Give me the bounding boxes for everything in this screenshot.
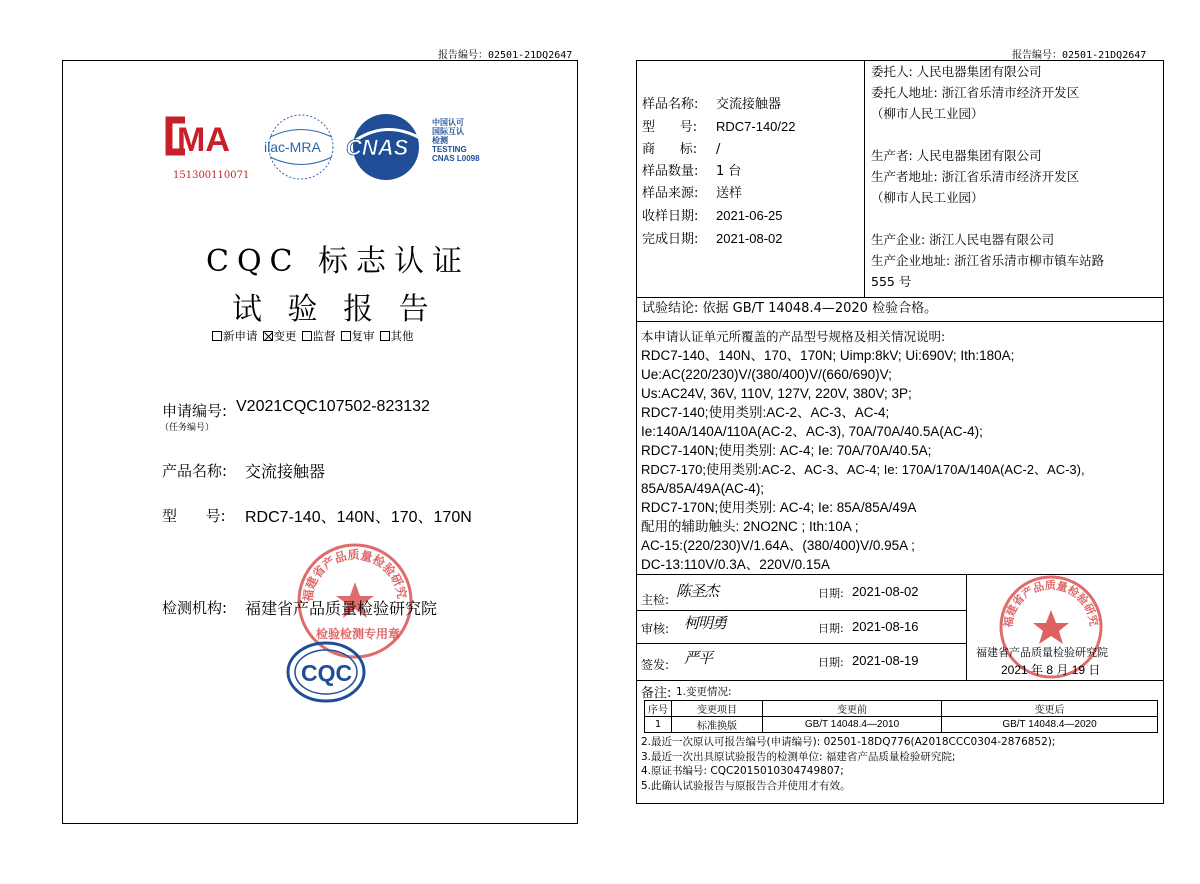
spec-line: DC-13:110V/0.3A、220V/0.15A [641, 557, 830, 572]
sample-row [642, 161, 796, 183]
producer-name: 生产者: 人民电器集团有限公司 [871, 148, 1042, 163]
spec-block [641, 327, 1085, 574]
checkbox-new-box[interactable] [212, 331, 222, 341]
product-name-value: 交流接触器 [245, 462, 326, 481]
producer-address-2: （柳市人民工业园） [871, 190, 984, 205]
checkbox-change-box[interactable] [263, 331, 273, 341]
factory-address-2: 555 号 [871, 274, 912, 289]
spec-line: RDC7-140;使用类别:AC-2、AC-3、AC-4; [641, 405, 890, 420]
ilac-text: ilac-MRA [264, 139, 321, 155]
completed-date-value: 2021-08-02 [716, 231, 783, 246]
cma-logo [163, 112, 255, 184]
cnas-letters: CNAS [346, 135, 409, 160]
spec-line: RDC7-140N;使用类别: AC-4; Ie: 70A/70A/40.5A; [641, 443, 932, 458]
sample-row [642, 94, 796, 116]
note-1: 1.变更情况: [676, 686, 732, 698]
sample-row [642, 116, 796, 139]
title-line-2: 试 验 报 告 [232, 292, 437, 327]
spec-line: Ie:140A/140A/110A(AC-2、AC-3), 70A/70A/40.5A(AC-4); [641, 424, 983, 439]
spec-line: RDC7-170N;使用类别: AC-4; Ie: 85A/85A/49A [641, 500, 917, 515]
cma-letters: MA [177, 121, 230, 159]
sample-brand-value: / [716, 142, 721, 157]
inspector-label: 主检: [641, 593, 670, 607]
ilac-mra-logo [260, 112, 342, 182]
seal-sub-text: 检验检测专用章 [316, 627, 401, 641]
note-5: 5.此确认试验报告与原报告合并使用才有效。 [641, 779, 851, 792]
seal-arc-text: 福建省产品质量检验研究 [300, 547, 410, 603]
checkbox-other[interactable] [380, 328, 414, 344]
checkbox-new-label: 新申请 [223, 329, 258, 343]
row-after: GB/T 14048.4—2020 [942, 717, 1158, 733]
sample-brand-label: 商 标: [642, 142, 698, 157]
sample-qty-value: 1 台 [716, 164, 742, 179]
header-item: 变更项目 [672, 701, 763, 717]
cnas-cn-2: 国际互认 [432, 127, 464, 136]
product-name-label: 产品名称: [162, 462, 228, 480]
row-before: GB/T 14048.4—2010 [763, 717, 942, 733]
factory-address: 生产企业地址: 浙江省乐清市柳市镇车站路 [871, 253, 1105, 268]
spec-line: RDC7-140、140N、170、170N; Uimp:8kV; Ui:690V; Ith:180A; [641, 348, 1015, 363]
app-number-label: 申请编号: [162, 402, 228, 420]
checkbox-other-label: 其他 [390, 329, 414, 343]
cnas-logo [344, 110, 494, 184]
sample-source-label: 样品来源: [642, 186, 699, 201]
checkbox-supervise[interactable] [302, 328, 336, 344]
model-label: 型 号: [162, 507, 226, 525]
table-row [645, 717, 1158, 733]
cqc-logo [284, 640, 368, 704]
spec-line: 配用的辅助触头: 2NO2NC ; Ith:10A ; [641, 519, 859, 534]
note-2: 2.最近一次原认可报告编号(申请编号): 02501-18DQ776(A2018CCC0304-2876852); [641, 736, 1056, 748]
issuer-date-label: 日期: [818, 656, 844, 669]
spec-line: Ue:AC(220/230)V/(380/400)V/(660/690)V; [641, 367, 892, 382]
reviewer-date: 2021-08-16 [852, 619, 919, 634]
change-table [644, 700, 1158, 733]
sample-source-value: 送样 [716, 186, 743, 201]
application-type-checkboxes [212, 328, 414, 344]
spec-line: 85A/85A/49A(AC-4); [641, 481, 765, 496]
test-conclusion: 试验结论: 依据 GB/T 14048.4—2020 检验合格。 [642, 301, 938, 316]
sample-row [642, 183, 796, 205]
lab-value: 福建省产品质量检验研究院 [245, 599, 438, 618]
sample-row [642, 205, 796, 228]
spec-line: 本申请认证单元所覆盖的产品型号规格及相关情况说明: [641, 329, 946, 344]
received-date-label: 收样日期: [642, 209, 699, 224]
issue-date: 2021 年 8 月 19 日 [1001, 663, 1101, 677]
issuer-date: 2021-08-19 [852, 653, 919, 668]
cnas-cn-1: 中国认可 [432, 118, 464, 127]
task-number-note: （任务编号） [160, 423, 215, 433]
checkbox-new[interactable] [212, 328, 258, 344]
client-info [871, 61, 1104, 292]
checkbox-change-label: 变更 [273, 329, 297, 343]
app-number-value: V2021CQC107502-823132 [236, 398, 430, 415]
header-seq: 序号 [645, 701, 672, 717]
sample-name-value: 交流接触器 [716, 97, 782, 112]
row-seq: 1 [645, 717, 672, 733]
institute-name: 福建省产品质量检验研究院 [976, 646, 1108, 659]
model-value: RDC7-140、140N、170、170N [245, 509, 472, 526]
reviewer-date-label: 日期: [818, 622, 844, 635]
note-3: 3.最近一次出具原试验报告的检测单位: 福建省产品质量检验研究院; [641, 750, 956, 763]
inspector-date-label: 日期: [818, 587, 844, 600]
cnas-code: CNAS L0098 [432, 154, 480, 163]
client-address: 委托人地址: 浙江省乐清市经济开发区 [871, 85, 1080, 100]
sample-model-label: 型 号: [642, 120, 698, 135]
spec-line: RDC7-170;使用类别:AC-2、AC-3、AC-4; Ie: 170A/170A/140A(AC-2、AC-3), [641, 462, 1085, 477]
checkbox-other-box[interactable] [380, 331, 390, 341]
cma-number: 151300110071 [173, 170, 250, 181]
cnas-cn-3: 检测 [432, 136, 448, 145]
checkbox-review-label: 复审 [351, 329, 375, 343]
change-table-header [645, 701, 1158, 717]
reviewer-label: 审核: [641, 622, 670, 636]
spec-line: Us:AC24V, 36V, 110V, 127V, 220V, 380V; 3P; [641, 386, 912, 401]
stamp-arc-text: 福建省产品质量检验研究 [1001, 578, 1101, 629]
issuer-signature: 严平 [684, 649, 713, 667]
sample-model-value: RDC7-140/22 [716, 119, 796, 134]
client-name: 委托人: 人民电器集团有限公司 [871, 64, 1042, 79]
lab-label: 检测机构: [162, 599, 228, 617]
sample-info [642, 94, 796, 251]
sample-qty-label: 样品数量: [642, 164, 699, 179]
notes-list [641, 735, 1055, 793]
checkbox-change[interactable] [263, 328, 297, 344]
spec-line: AC-15:(220/230)V/1.64A、(380/400)V/0.95A ; [641, 538, 915, 553]
notes-title: 备注: [641, 686, 672, 701]
left-report-number: 报告编号：02501-21DQ2647 [438, 50, 573, 61]
sample-row [642, 139, 796, 161]
issuer-label: 签发: [641, 658, 670, 672]
header-after: 变更后 [942, 701, 1158, 717]
inspector-date: 2021-08-02 [852, 584, 919, 599]
sample-name-label: 样品名称: [642, 97, 699, 112]
checkbox-review[interactable] [341, 328, 375, 344]
producer-address: 生产者地址: 浙江省乐清市经济开发区 [871, 169, 1080, 184]
row-item: 标准换版 [672, 717, 763, 733]
inspector-signature: 陈圣杰 [676, 582, 719, 600]
completed-date-label: 完成日期: [642, 232, 699, 247]
cqc-letters: CQC [301, 660, 353, 686]
header-before: 变更前 [763, 701, 942, 717]
title-line-1: CQC 标志认证 [206, 244, 471, 279]
checkbox-supervise-label: 监督 [312, 329, 336, 343]
note-4: 4.原证书编号: CQC2015010304749807; [641, 765, 844, 777]
cnas-testing: TESTING [432, 145, 467, 154]
received-date-value: 2021-06-25 [716, 208, 783, 223]
right-report-number: 报告编号：02501-21DQ2647 [1012, 50, 1147, 61]
sample-row [642, 228, 796, 251]
checkbox-review-box[interactable] [341, 331, 351, 341]
checkbox-supervise-box[interactable] [302, 331, 312, 341]
reviewer-signature: 柯明勇 [684, 614, 727, 632]
factory-name: 生产企业: 浙江人民电器有限公司 [871, 232, 1055, 247]
client-address-2: （柳市人民工业园） [871, 106, 984, 121]
